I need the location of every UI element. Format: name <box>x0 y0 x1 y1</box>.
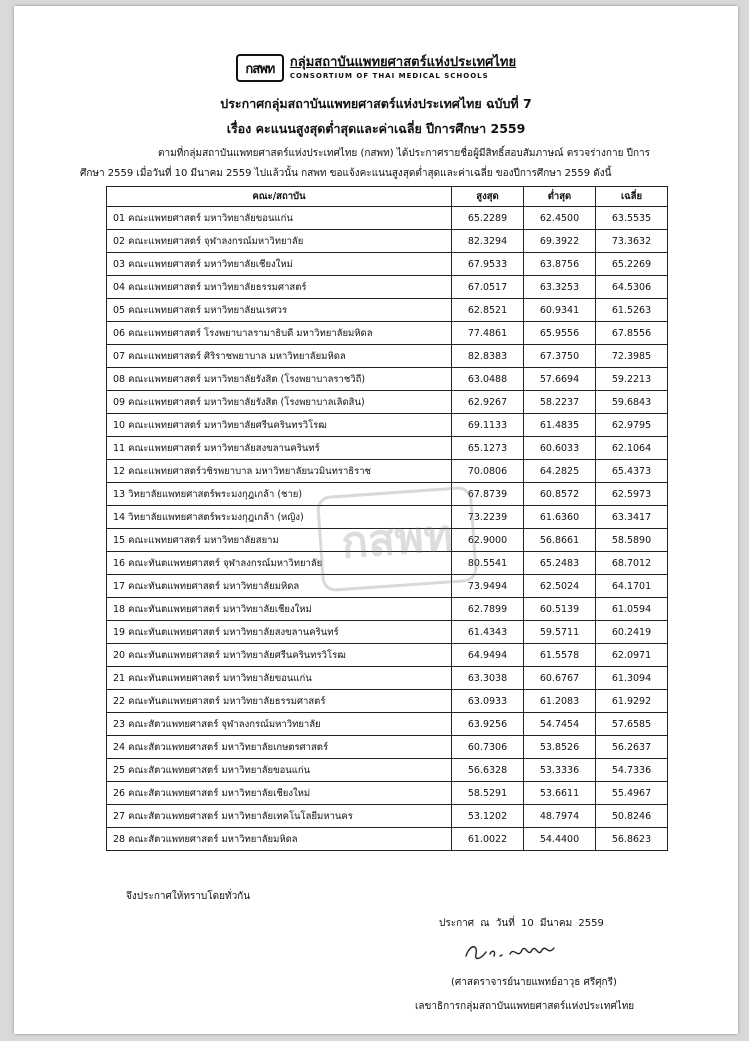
table-row <box>107 621 668 644</box>
table-row <box>107 276 668 299</box>
cell-max: 62.7899 <box>452 598 524 621</box>
cell-min: 59.5711 <box>524 621 596 644</box>
table-row <box>107 437 668 460</box>
cell-institution: 04 คณะแพทยศาสตร์ มหาวิทยาลัยธรรมศาสตร์ <box>107 276 452 299</box>
cell-max: 65.1273 <box>452 437 524 460</box>
table-body <box>107 207 668 851</box>
cell-avg: 63.5535 <box>596 207 668 230</box>
table-row <box>107 529 668 552</box>
cell-institution: 01 คณะแพทยศาสตร์ มหาวิทยาลัยขอนแก่น <box>107 207 452 230</box>
org-names <box>290 55 516 81</box>
scores-table <box>106 186 668 851</box>
cell-avg: 56.8623 <box>596 828 668 851</box>
cell-institution: 12 คณะแพทยศาสตร์วชิรพยาบาล มหาวิทยาลัยนวมินทราธิราช <box>107 460 452 483</box>
table-row <box>107 782 668 805</box>
cell-institution: 28 คณะสัตวแพทยศาสตร์ มหาวิทยาลัยมหิดล <box>107 828 452 851</box>
cell-max: 63.9256 <box>452 713 524 736</box>
signer-name: (ศาสตราจารย์นายแพทย์อาวุธ ศรีศุกรี) <box>451 977 617 988</box>
cell-avg: 61.0594 <box>596 598 668 621</box>
cell-max: 82.3294 <box>452 230 524 253</box>
table-row <box>107 345 668 368</box>
cell-max: 61.0022 <box>452 828 524 851</box>
cell-institution: 21 คณะทันตแพทยศาสตร์ มหาวิทยาลัยขอนแก่น <box>107 667 452 690</box>
cell-institution: 02 คณะแพทยศาสตร์ จุฬาลงกรณ์มหาวิทยาลัย <box>107 230 452 253</box>
cell-min: 67.3750 <box>524 345 596 368</box>
table-row <box>107 483 668 506</box>
cell-institution: 18 คณะทันตแพทยศาสตร์ มหาวิทยาลัยเชียงใหม่ <box>107 598 452 621</box>
cell-min: 53.6611 <box>524 782 596 805</box>
cell-min: 54.7454 <box>524 713 596 736</box>
cell-institution: 23 คณะสัตวแพทยศาสตร์ จุฬาลงกรณ์มหาวิทยาลัย <box>107 713 452 736</box>
table-row <box>107 253 668 276</box>
table-row <box>107 230 668 253</box>
cell-min: 53.3336 <box>524 759 596 782</box>
cell-avg: 64.1701 <box>596 575 668 598</box>
cell-max: 80.5541 <box>452 552 524 575</box>
cell-max: 63.0488 <box>452 368 524 391</box>
signer-title: เลขาธิการกลุ่มสถาบันแพทยศาสตร์แห่งประเทศไทย <box>415 1001 635 1012</box>
cell-min: 61.5578 <box>524 644 596 667</box>
table-row <box>107 368 668 391</box>
cell-avg: 64.5306 <box>596 276 668 299</box>
cell-max: 56.6328 <box>452 759 524 782</box>
table-row <box>107 759 668 782</box>
org-name-thai: กลุ่มสถาบันแพทยศาสตร์แห่งประเทศไทย <box>289 55 517 70</box>
cell-avg: 72.3985 <box>596 345 668 368</box>
announcement-subject: เรื่อง คะแนนสูงสุดต่ำสุดและค่าเฉลี่ย ปีการศึกษา 2559 <box>226 121 526 136</box>
cell-max: 67.8739 <box>452 483 524 506</box>
cell-min: 48.7974 <box>524 805 596 828</box>
cell-institution: 19 คณะทันตแพทยศาสตร์ มหาวิทยาลัยสงขลานครินทร์ <box>107 621 452 644</box>
cell-avg: 61.5263 <box>596 299 668 322</box>
cell-institution: 15 คณะแพทยศาสตร์ มหาวิทยาลัยสยาม <box>107 529 452 552</box>
table-row <box>107 598 668 621</box>
cell-max: 62.8521 <box>452 299 524 322</box>
table-row <box>107 207 668 230</box>
cell-avg: 62.5973 <box>596 483 668 506</box>
table-row <box>107 690 668 713</box>
cell-avg: 60.2419 <box>596 621 668 644</box>
header-avg: เฉลี่ย <box>596 187 668 207</box>
cell-min: 62.5024 <box>524 575 596 598</box>
cell-min: 54.4400 <box>524 828 596 851</box>
cell-institution: 26 คณะสัตวแพทยศาสตร์ มหาวิทยาลัยเชียงใหม่ <box>107 782 452 805</box>
cell-avg: 59.2213 <box>596 368 668 391</box>
cell-avg: 62.0971 <box>596 644 668 667</box>
cell-min: 60.5139 <box>524 598 596 621</box>
cell-max: 62.9267 <box>452 391 524 414</box>
cell-min: 64.2825 <box>524 460 596 483</box>
cell-max: 62.9000 <box>452 529 524 552</box>
letterhead <box>14 54 738 82</box>
cell-min: 61.2083 <box>524 690 596 713</box>
cell-min: 61.4835 <box>524 414 596 437</box>
cell-min: 61.6360 <box>524 506 596 529</box>
cell-avg: 63.3417 <box>596 506 668 529</box>
table-row <box>107 805 668 828</box>
cell-max: 60.7306 <box>452 736 524 759</box>
cell-institution: 07 คณะแพทยศาสตร์ ศิริราชพยาบาล มหาวิทยาลัยมหิดล <box>107 345 452 368</box>
table-row <box>107 736 668 759</box>
handwritten-signature <box>462 936 562 966</box>
announcement-date: ประกาศ ณ วันที่ 10 มีนาคม 2559 <box>439 918 604 929</box>
cell-avg: 59.6843 <box>596 391 668 414</box>
cell-institution: 27 คณะสัตวแพทยศาสตร์ มหาวิทยาลัยเทคโนโลยีมหานคร <box>107 805 452 828</box>
cell-institution: 08 คณะแพทยศาสตร์ มหาวิทยาลัยรังสิต (โรงพยาบาลราชวิถี) <box>107 368 452 391</box>
consortium-logo: กสพท <box>236 54 284 82</box>
cell-institution: 17 คณะทันตแพทยศาสตร์ มหาวิทยาลัยมหิดล <box>107 575 452 598</box>
cell-min: 65.2483 <box>524 552 596 575</box>
cell-institution: 24 คณะสัตวแพทยศาสตร์ มหาวิทยาลัยเกษตรศาสตร์ <box>107 736 452 759</box>
cell-institution: 06 คณะแพทยศาสตร์ โรงพยาบาลรามาธิบดี มหาวิทยาลัยมหิดล <box>107 322 452 345</box>
table-row <box>107 667 668 690</box>
table-row <box>107 552 668 575</box>
cell-min: 65.9556 <box>524 322 596 345</box>
closing-statement: จึงประกาศให้ทราบโดยทั่วกัน <box>126 891 251 902</box>
cell-avg: 56.2637 <box>596 736 668 759</box>
cell-institution: 03 คณะแพทยศาสตร์ มหาวิทยาลัยเชียงใหม่ <box>107 253 452 276</box>
cell-institution: 14 วิทยาลัยแพทยศาสตร์พระมงกุฎเกล้า (หญิง) <box>107 506 452 529</box>
watermark-logo: กสพท <box>316 486 478 593</box>
header-max: สูงสุด <box>452 187 524 207</box>
cell-min: 58.2237 <box>524 391 596 414</box>
table-row <box>107 391 668 414</box>
header-institution: คณะ/สถาบัน <box>107 187 452 207</box>
cell-max: 70.0806 <box>452 460 524 483</box>
cell-institution: 20 คณะทันตแพทยศาสตร์ มหาวิทยาลัยศรีนครินทรวิโรฒ <box>107 644 452 667</box>
cell-min: 53.8526 <box>524 736 596 759</box>
cell-avg: 62.1064 <box>596 437 668 460</box>
table-row <box>107 414 668 437</box>
cell-institution: 25 คณะสัตวแพทยศาสตร์ มหาวิทยาลัยขอนแก่น <box>107 759 452 782</box>
cell-max: 69.1133 <box>452 414 524 437</box>
cell-avg: 55.4967 <box>596 782 668 805</box>
cell-institution: 10 คณะแพทยศาสตร์ มหาวิทยาลัยศรีนครินทรวิโรฒ <box>107 414 452 437</box>
org-name-english: CONSORTIUM OF THAI MEDICAL SCHOOLS <box>289 72 489 80</box>
document-page <box>14 6 738 1034</box>
table-row <box>107 460 668 483</box>
cell-min: 69.3922 <box>524 230 596 253</box>
cell-avg: 54.7336 <box>596 759 668 782</box>
cell-max: 63.3038 <box>452 667 524 690</box>
table-row <box>107 644 668 667</box>
cell-max: 58.5291 <box>452 782 524 805</box>
cell-min: 62.4500 <box>524 207 596 230</box>
cell-min: 60.9341 <box>524 299 596 322</box>
cell-max: 67.9533 <box>452 253 524 276</box>
cell-min: 60.6767 <box>524 667 596 690</box>
cell-min: 60.8572 <box>524 483 596 506</box>
cell-avg: 50.8246 <box>596 805 668 828</box>
cell-institution: 13 วิทยาลัยแพทยศาสตร์พระมงกุฎเกล้า (ชาย) <box>107 483 452 506</box>
table-row <box>107 713 668 736</box>
cell-max: 65.2289 <box>452 207 524 230</box>
cell-avg: 61.9292 <box>596 690 668 713</box>
cell-min: 63.8756 <box>524 253 596 276</box>
table-header-row <box>107 187 668 207</box>
cell-institution: 09 คณะแพทยศาสตร์ มหาวิทยาลัยรังสิต (โรงพยาบาลเลิดสิน) <box>107 391 452 414</box>
table-row <box>107 828 668 851</box>
cell-max: 61.4343 <box>452 621 524 644</box>
cell-avg: 58.5890 <box>596 529 668 552</box>
cell-max: 82.8383 <box>452 345 524 368</box>
cell-max: 67.0517 <box>452 276 524 299</box>
cell-avg: 67.8556 <box>596 322 668 345</box>
cell-max: 53.1202 <box>452 805 524 828</box>
intro-paragraph: ตามที่กลุ่มสถาบันแพทยศาสตร์แห่งประเทศไทย (กสพท) ได้ประกาศรายชื่อผู้มีสิทธิ์สอบสัมภาษณ์ ตรวจร่างกาย ปีการศึกษา 2559 เมื่อวันที่ 10 มีนาคม 2559 ไปแล้วนั้น กสพท ขอแจ้งคะแนนสูงสุดต่ำสุดและค่าเฉลี่ย ของปีการศึกษา 2559 ดังนี้ <box>80 148 651 179</box>
cell-min: 56.8661 <box>524 529 596 552</box>
cell-avg: 57.6585 <box>596 713 668 736</box>
cell-institution: 05 คณะแพทยศาสตร์ มหาวิทยาลัยนเรศวร <box>107 299 452 322</box>
cell-max: 64.9494 <box>452 644 524 667</box>
cell-avg: 61.3094 <box>596 667 668 690</box>
table-row <box>107 506 668 529</box>
cell-avg: 65.2269 <box>596 253 668 276</box>
cell-avg: 65.4373 <box>596 460 668 483</box>
announcement-title: ประกาศกลุ่มสถาบันแพทยศาสตร์แห่งประเทศไทย ฉบับที่ 7 <box>220 96 532 111</box>
table-row <box>107 575 668 598</box>
cell-institution: 22 คณะทันตแพทยศาสตร์ มหาวิทยาลัยธรรมศาสตร์ <box>107 690 452 713</box>
cell-avg: 68.7012 <box>596 552 668 575</box>
cell-min: 60.6033 <box>524 437 596 460</box>
cell-min: 57.6694 <box>524 368 596 391</box>
cell-max: 77.4861 <box>452 322 524 345</box>
cell-avg: 62.9795 <box>596 414 668 437</box>
cell-avg: 73.3632 <box>596 230 668 253</box>
header-min: ต่ำสุด <box>524 187 596 207</box>
cell-max: 63.0933 <box>452 690 524 713</box>
cell-max: 73.9494 <box>452 575 524 598</box>
table-row <box>107 322 668 345</box>
cell-max: 73.2239 <box>452 506 524 529</box>
table-row <box>107 299 668 322</box>
cell-min: 63.3253 <box>524 276 596 299</box>
cell-institution: 16 คณะทันตแพทยศาสตร์ จุฬาลงกรณ์มหาวิทยาลัย <box>107 552 452 575</box>
cell-institution: 11 คณะแพทยศาสตร์ มหาวิทยาลัยสงขลานครินทร์ <box>107 437 452 460</box>
